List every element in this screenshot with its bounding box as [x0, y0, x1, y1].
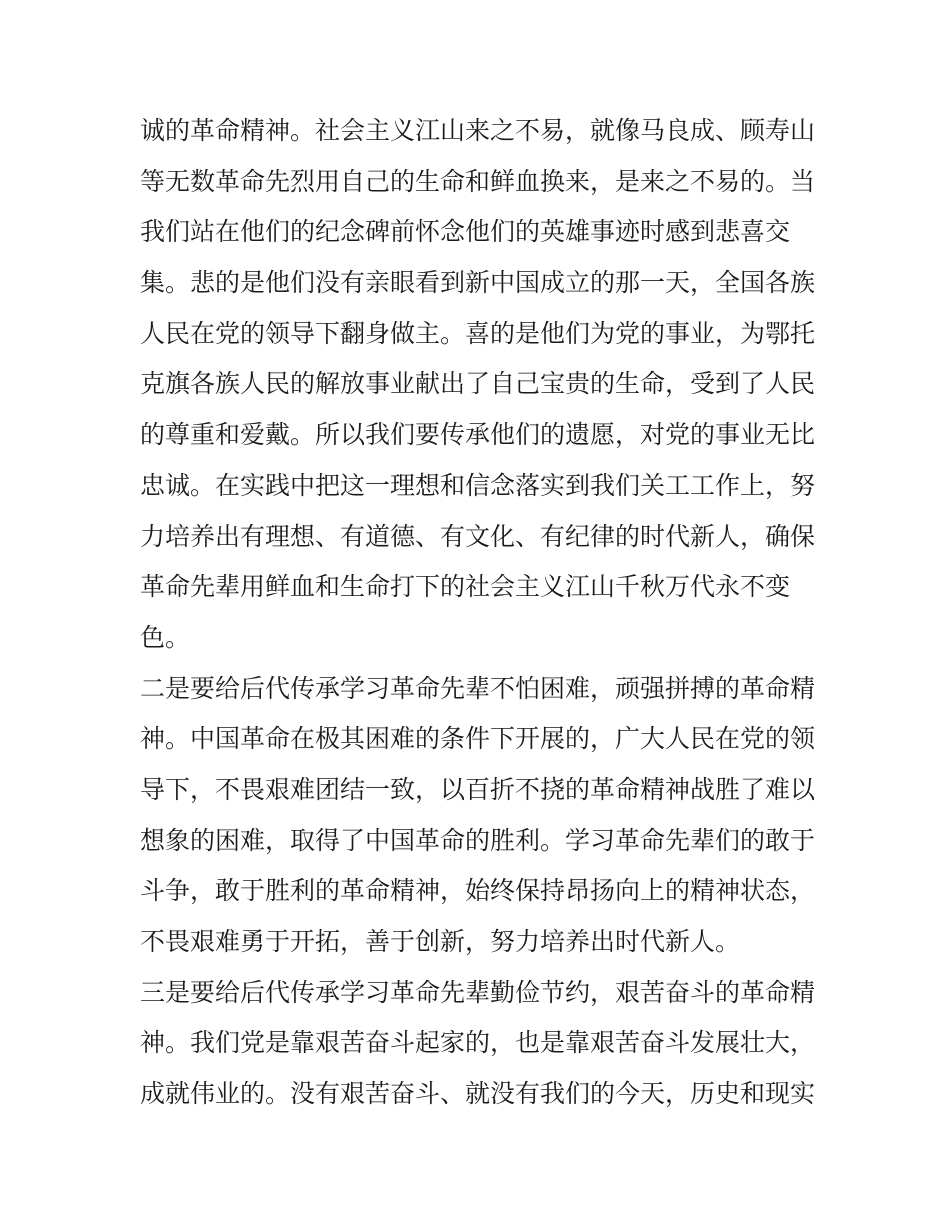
text-line: 的尊重和爱戴。所以我们要传承他们的遗愿，对党的事业无比: [140, 420, 816, 450]
text-line: 革命先辈用鲜血和生命打下的社会主义江山千秋万代永不变: [140, 572, 791, 602]
text-line: 克旗各族人民的解放事业献出了自己宝贵的生命，受到了人民: [140, 369, 816, 399]
text-line: 不畏艰难勇于开拓，善于创新，努力培养出时代新人。: [140, 927, 741, 956]
text-line: 成就伟业的。没有艰苦奋斗、就没有我们的今天，历史和现实: [140, 1079, 816, 1109]
text-line: 力培养出有理想、有道德、有文化、有纪律的时代新人，确保: [140, 521, 816, 551]
text-line: 斗争，敢于胜利的革命精神，始终保持昂扬向上的精神状态，: [140, 876, 816, 906]
text-line: 想象的困难，取得了中国革命的胜利。学习革命先辈们的敢于: [140, 825, 816, 855]
text-line: 神。我们党是靠艰苦奋斗起家的，也是靠艰苦奋斗发展壮大，: [140, 1028, 816, 1058]
text-line: 诚的革命精神。社会主义江山来之不易，就像马良成、顾寿山: [140, 116, 816, 145]
text-line: 神。中国革命在极其困难的条件下开展的，广大人民在党的领: [140, 724, 816, 754]
text-line: 等无数革命先烈用自己的生命和鲜血换来，是来之不易的。当: [140, 166, 816, 196]
text-line: 人民在党的领导下翻身做主。喜的是他们为党的事业，为鄂托: [140, 318, 816, 348]
text-line: 忠诚。在实践中把这一理想和信念落实到我们关工工作上，努: [140, 470, 816, 500]
text-line: 我们站在他们的纪念碑前怀念他们的英雄事迹时感到悲喜交: [140, 217, 791, 247]
text-line: 三是要给后代传承学习革命先辈勤俭节约，艰苦奋斗的革命精: [140, 977, 816, 1007]
text-line: 二是要给后代传承学习革命先辈不怕困难，顽强拼搏的革命精: [140, 673, 816, 703]
text-line: 集。悲的是他们没有亲眼看到新中国成立的那一天，全国各族: [140, 268, 816, 298]
text-line: 导下，不畏艰难团结一致，以百折不挠的革命精神战胜了难以: [140, 774, 816, 804]
text-line: 色。: [140, 622, 191, 652]
body-text: [140, 106, 820, 1120]
